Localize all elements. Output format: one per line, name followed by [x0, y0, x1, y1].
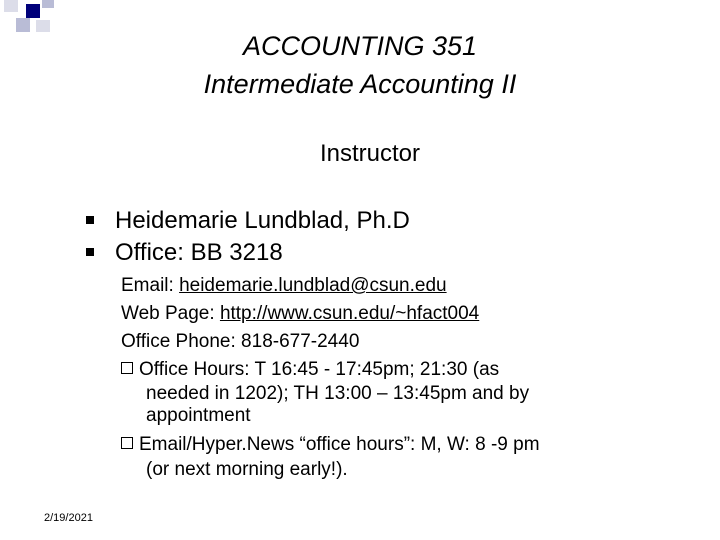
title-line-2: Intermediate Accounting II [203, 69, 517, 99]
office-hours-line-3: appointment [146, 405, 251, 426]
web-page-line [121, 303, 479, 325]
office-hours-item [121, 359, 499, 381]
bullet-item [86, 238, 283, 268]
corner-square [26, 4, 40, 18]
office-hours-line-2: needed in 1202); TH 13:00 – 13:45pm and by [146, 383, 530, 404]
office-hours-line-1: Office Hours: T 16:45 - 17:45pm; 21:30 (as [139, 359, 500, 380]
online-hours-item [121, 434, 540, 456]
square-bullet-icon [86, 248, 94, 256]
email-link[interactable]: heidemarie.lundblad@csun.edu [179, 275, 447, 296]
web-page-label: Web Page: [121, 303, 220, 324]
hollow-square-bullet-icon [121, 362, 133, 374]
online-hours-line-2: (or next morning early!). [146, 459, 348, 480]
bullet-item [86, 206, 410, 236]
title-line-1: ACCOUNTING 351 [242, 31, 478, 61]
corner-square [42, 0, 54, 8]
square-bullet-icon [86, 216, 94, 224]
email-label: Email: [121, 275, 180, 296]
email-line [121, 275, 447, 297]
online-hours-line-1: Email/Hyper.News “office hours”: M, W: 8 -9 pm [139, 434, 540, 455]
web-page-link[interactable]: http://www.csun.edu/~hfact004 [219, 303, 480, 324]
footer-date: 2/19/2021 [44, 512, 93, 524]
corner-square [4, 0, 18, 12]
subtitle: Instructor [319, 140, 421, 167]
bullet-text: Heidemarie Lundblad, Ph.D [115, 207, 410, 234]
office-phone: Office Phone: 818-677-2440 [121, 331, 360, 352]
bullet-text: Office: BB 3218 [115, 239, 283, 266]
hollow-square-bullet-icon [121, 437, 133, 449]
